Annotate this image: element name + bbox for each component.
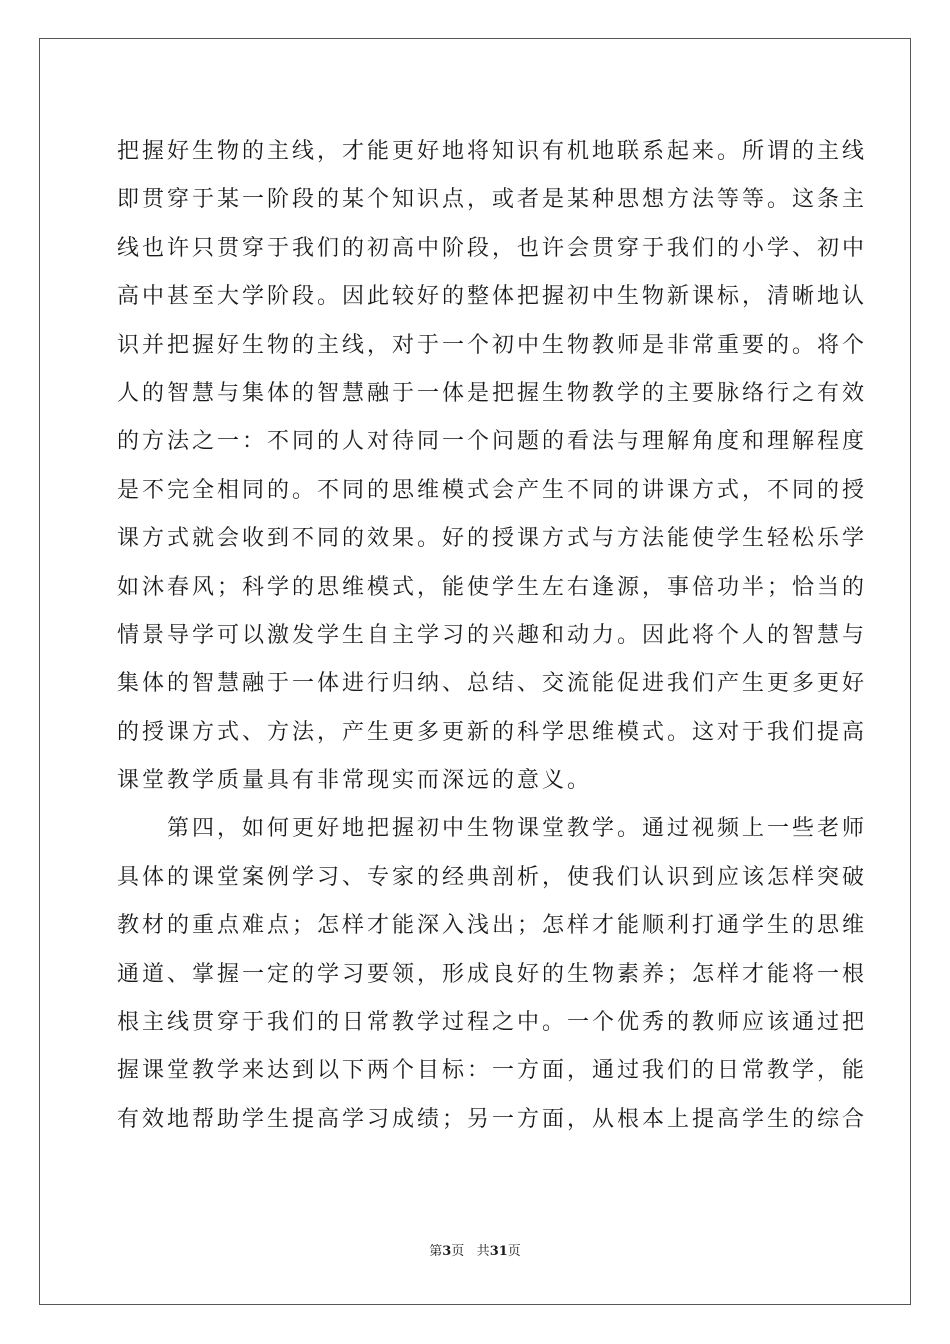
total-prefix: 共 bbox=[476, 1244, 490, 1259]
text-line: 根主线贯穿于我们的日常教学过程之中。一个优秀的教师应该通过把 bbox=[117, 1010, 868, 1036]
text-line: 课堂教学质量具有非常现实而深远的意义。 bbox=[117, 768, 593, 794]
text-line: 线也许只贯穿于我们的初高中阶段，也许会贯穿于我们的小学、初中 bbox=[117, 235, 868, 261]
text-line: 具体的课堂案例学习、专家的经典剖析，使我们认识到应该怎样突破 bbox=[117, 864, 868, 890]
text-line: 课方式就会收到不同的效果。好的授课方式与方法能使学生轻松乐学 bbox=[117, 526, 868, 552]
total-suffix: 页 bbox=[507, 1244, 521, 1259]
text-line: 人的智慧与集体的智慧融于一体是把握生物教学的主要脉络行之有效 bbox=[117, 380, 868, 406]
text-line: 情景导学可以激发学生自主学习的兴趣和动力。因此将个人的智慧与 bbox=[117, 622, 868, 648]
text-line: 如沐春风；科学的思维模式，能使学生左右逢源，事倍功半；恰当的 bbox=[117, 574, 868, 600]
text-line: 第四，如何更好地把握初中生物课堂教学。通过视频上一些老师 bbox=[117, 816, 868, 842]
page-number: 3 bbox=[442, 1244, 452, 1259]
page-suffix: 页 bbox=[451, 1244, 465, 1259]
page-footer bbox=[0, 1240, 950, 1259]
text-line: 的授课方式、方法，产生更多更新的科学思维模式。这对于我们提高 bbox=[117, 719, 868, 745]
document-body bbox=[117, 128, 868, 1144]
page-prefix: 第 bbox=[429, 1244, 443, 1259]
text-line: 集体的智慧融于一体进行归纳、总结、交流能促进我们产生更多更好 bbox=[117, 671, 868, 697]
text-line: 教材的重点难点；怎样才能深入浅出；怎样才能顺利打通学生的思维 bbox=[117, 913, 868, 939]
text-line: 识并把握好生物的主线，对于一个初中生物教师是非常重要的。将个 bbox=[117, 332, 868, 358]
text-line: 把握好生物的主线，才能更好地将知识有机地联系起来。所谓的主线 bbox=[117, 139, 868, 164]
text-line: 握课堂教学来达到以下两个目标：一方面，通过我们的日常教学，能 bbox=[117, 1058, 868, 1084]
text-line: 有效地帮助学生提高学习成绩；另一方面，从根本上提高学生的综合 bbox=[117, 1106, 868, 1132]
text-line: 通道、掌握一定的学习要领，形成良好的生物素养；怎样才能将一根 bbox=[117, 961, 868, 987]
text-line: 的方法之一：不同的人对待同一个问题的看法与理解角度和理解程度 bbox=[117, 429, 868, 455]
text-line: 即贯穿于某一阶段的某个知识点，或者是某种思想方法等等。这条主 bbox=[117, 187, 868, 213]
total-pages: 31 bbox=[489, 1244, 508, 1259]
text-line: 是不完全相同的。不同的思维模式会产生不同的讲课方式，不同的授 bbox=[117, 477, 868, 503]
text-line: 高中甚至大学阶段。因此较好的整体把握初中生物新课标，清晰地认 bbox=[117, 284, 868, 310]
